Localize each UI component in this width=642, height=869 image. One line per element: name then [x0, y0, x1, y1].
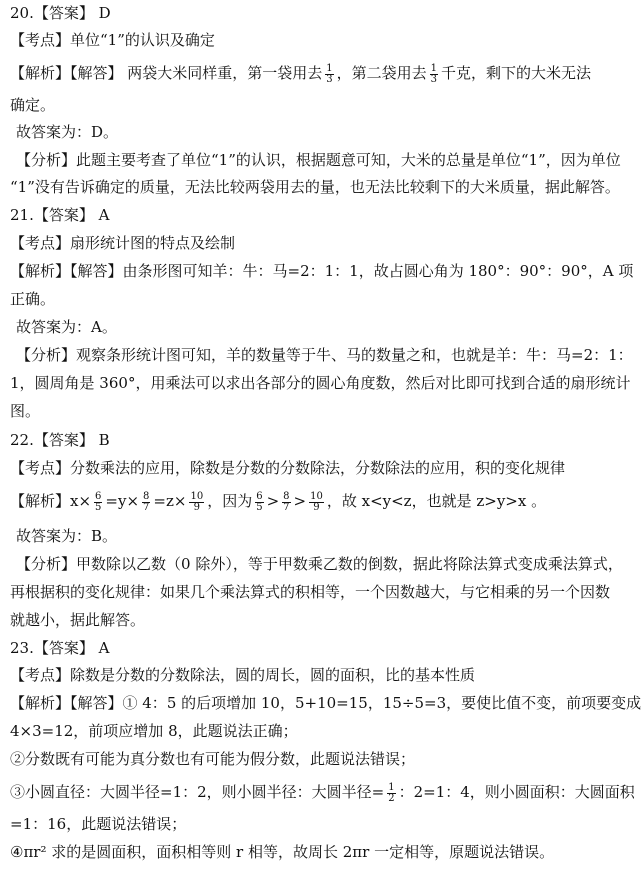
denominator: 3 [326, 73, 333, 85]
q22-fenxi-line1: 【分析】甲数除以乙数（0 除外），等于甲数乘乙数的倒数，据此将除法算式变成乘法算式， [16, 555, 623, 573]
numerator: 10 [190, 490, 204, 502]
denominator: 5 [95, 501, 102, 513]
fraction [94, 492, 102, 513]
fraction [309, 492, 324, 513]
q20-jiexi-text-a: 【解析】【解答】 两袋大米同样重，第一袋用去 [10, 64, 323, 82]
q23-item-3-text-a: ③小圆直径：大圆半径=1：2，则小圆半径：大圆半径= [10, 783, 385, 801]
q22-jiexi-text-d: ，因为 [207, 492, 253, 510]
denominator: 7 [143, 501, 150, 513]
numerator: 8 [143, 490, 150, 502]
fraction [430, 64, 438, 85]
numerator: 6 [256, 490, 263, 502]
q23-item-2: ②分数既有可能为真分数也有可能为假分数，此题说法错误； [10, 750, 416, 768]
numerator: 1 [430, 62, 438, 74]
q21-jiexi-line1: 【解析】【解答】由条形图可知羊：牛：马=2：1：1，故占圆心角为 180°：90°：90°，A 项 [10, 262, 634, 280]
denominator: 9 [313, 501, 320, 513]
q22-jiexi-line [10, 490, 628, 513]
q21-kaodian: 【考点】扇形统计图的特点及绘制 [10, 234, 236, 252]
q20-jiexi-line1 [10, 62, 628, 85]
q23-kaodian: 【考点】除数是分数的分数除法，圆的周长，圆的面积，比的基本性质 [10, 666, 476, 684]
q21-fenxi-line3: 图。 [10, 402, 41, 420]
q21-fenxi-line1: 【分析】观察条形统计图可知，羊的数量等于牛、马的数量之和，也就是羊：牛：马=2：1： [16, 346, 633, 364]
q23-item-3-text-b: ：2=1：4，则小圆面积：大圆面积 [398, 783, 635, 801]
denominator: 9 [193, 501, 200, 513]
numerator: 6 [95, 490, 102, 502]
denominator: 5 [256, 501, 263, 513]
q20-jiexi-line2: 确定。 [10, 96, 56, 114]
q23-jiexi-line1: 【解析】【解答】① 4：5 的后项增加 10，5+10=15，15÷5=3，要使比值不变，前项要变成 [10, 694, 642, 712]
numerator: 1 [326, 62, 333, 74]
q23-item-3-line1 [10, 781, 635, 804]
fraction [387, 783, 395, 804]
q23-item-4: ④πr² 求的是圆面积，面积相等则 r 相等，故周长 2πr 一定相等，原题说法错误。 [10, 843, 555, 861]
q21-conclusion: 故答案为：A。 [16, 318, 117, 336]
q23-item-3-line2: =1：16，此题说法错误； [10, 815, 187, 833]
fraction [325, 64, 333, 85]
numerator: 8 [283, 490, 290, 502]
greater-than-sign: > [293, 492, 307, 510]
q22-jiexi-text-c: =z× [153, 492, 187, 510]
q21-answer: 21.【答案】 A [10, 206, 110, 224]
q22-fenxi-line3: 就越小，据此解答。 [10, 611, 146, 629]
q22-jiexi-text-a: 【解析】x× [10, 492, 92, 510]
numerator: 1 [388, 781, 395, 793]
denominator: 2 [388, 792, 395, 804]
q21-fenxi-line2: 1，圆周角是 360°，用乘法可以求出各部分的圆心角度数，然后对比即可找到合适的扇形统计 [10, 374, 631, 392]
q22-jiexi-text-e: ，故 x<y<z，也就是 z>y>x 。 [326, 492, 547, 510]
q22-conclusion: 故答案为：B。 [16, 527, 118, 545]
q23-answer: 23.【答案】 A [10, 639, 110, 657]
q22-fenxi-line2: 再根据积的变化规律：如果几个乘法算式的积相等，一个因数越大，与它相乘的另一个因数 [10, 583, 611, 601]
q22-jiexi-text-b: =y× [105, 492, 140, 510]
numerator: 10 [310, 490, 323, 502]
q20-conclusion: 故答案为：D。 [16, 123, 119, 141]
q21-jiexi-line2: 正确。 [10, 290, 56, 308]
q20-answer: 20.【答案】 D [10, 4, 111, 22]
q20-fenxi-line2: “1”没有告诉确定的质量，无法比较两袋用去的量，也无法比较剩下的大米质量，据此解答。 [10, 178, 620, 196]
q20-kaodian: 【考点】单位“1”的认识及确定 [10, 31, 215, 49]
greater-than-sign: > [266, 492, 280, 510]
fraction [255, 492, 263, 513]
fraction [189, 492, 204, 513]
q20-jiexi-text-c: 千克，剩下的大米无法 [441, 64, 592, 82]
q23-jiexi-line2: 4×3=12，前项应增加 8，此题说法正确； [10, 722, 298, 740]
fraction [142, 492, 150, 513]
q22-answer: 22.【答案】 B [10, 431, 110, 449]
q20-fenxi-line1: 【分析】此题主要考查了单位“1”的认识，根据题意可知，大米的总量是单位“1”，因为单位 [16, 151, 621, 169]
denominator: 7 [283, 501, 290, 513]
q22-kaodian: 【考点】分数乘法的应用，除数是分数的分数除法，分数除法的应用，积的变化规律 [10, 459, 566, 477]
fraction [282, 492, 290, 513]
denominator: 3 [430, 73, 438, 85]
q20-jiexi-text-b: ，第二袋用去 [336, 64, 427, 82]
